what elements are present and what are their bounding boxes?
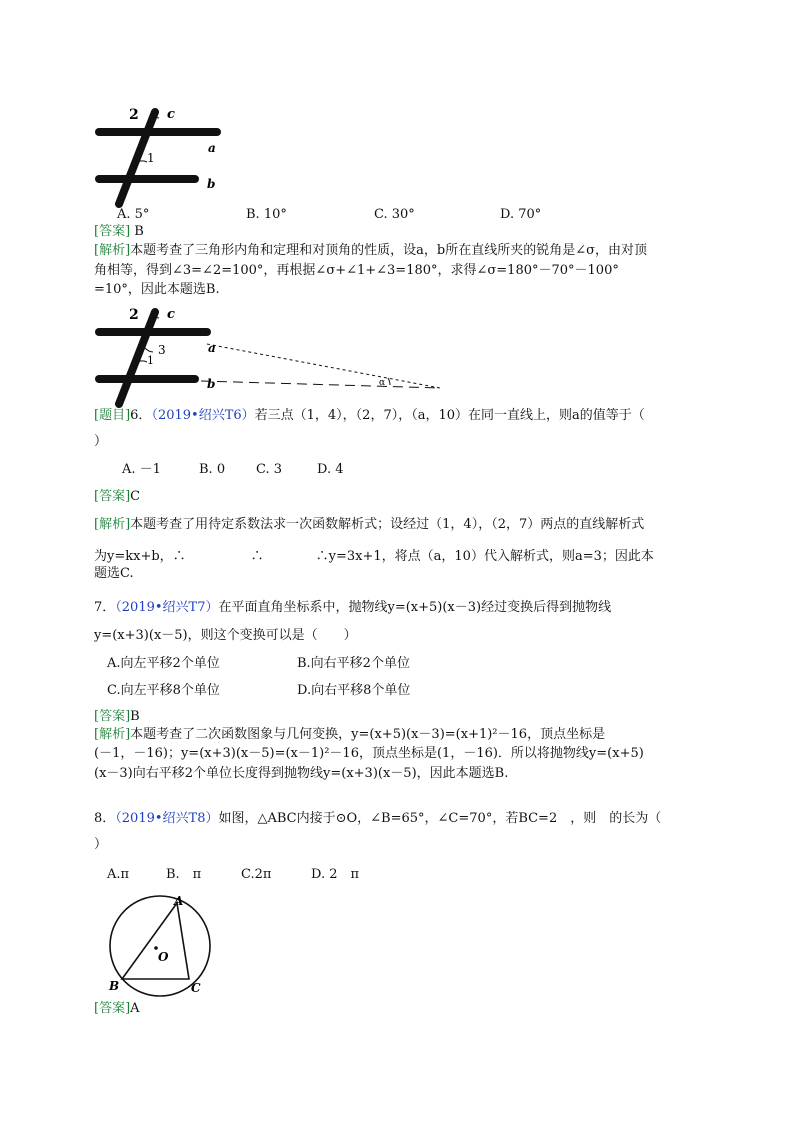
- q7-analysis-line-2: (－1，－16)；y=(x+3)(x－5)=(x－1)²－16，顶点坐标是(1，－16)．所以将抛物线y=(x+5): [94, 746, 644, 761]
- q8-label-O: O: [158, 950, 169, 964]
- q5-answer-value: B: [134, 224, 144, 239]
- q8-stem-line-1: [94, 810, 661, 828]
- q6-answer-value: C: [130, 489, 141, 504]
- q8-option-d: D. 2 π: [311, 867, 360, 882]
- q7-stem-line-1: [94, 599, 611, 617]
- q7-option-d: D.向右平移8个单位: [297, 683, 411, 698]
- q5-figure-top: [95, 104, 235, 209]
- q5-analysis-label-alpha: α: [379, 378, 386, 388]
- q5-figure-analysis: [95, 304, 450, 408]
- q7-analysis-text-1: 本题考查了二次函数图象与几何变换，y=(x+5)(x－3)=(x+1)²－16，顶点坐标是: [130, 727, 606, 742]
- q8-stem-text: 如图，△ABC内接于⊙O，∠B=65°，∠C=70°，若BC=2 ，则 的长为（: [218, 811, 662, 826]
- q7-number: 7．: [94, 600, 116, 615]
- q7-option-b: B.向右平移2个单位: [297, 656, 410, 671]
- q6-stem-line-2: ）: [94, 434, 108, 449]
- q6-title-tag: [题目]: [94, 408, 131, 423]
- q6-option-a: A. －1: [122, 462, 161, 477]
- q5-analysis-line-2: 角相等，得到∠3=∠2=100°，再根据∠σ+∠1+∠3=180°，求得∠σ=180°－70°－100°: [94, 263, 619, 278]
- q6-answer: [94, 488, 140, 506]
- q5-analysis-label-3: 3: [158, 343, 166, 357]
- q8-answer: [94, 1000, 140, 1018]
- q8-answer-value: A: [130, 1001, 140, 1016]
- q5-option-d: D. 70°: [500, 207, 542, 222]
- q5-option-b: B. 10°: [246, 207, 287, 222]
- q7-stem-line-2: y=(x+3)(x－5)，则这个变换可以是（ ）: [94, 628, 357, 643]
- q8-option-b: B. π: [166, 867, 202, 882]
- q6-analysis-line-2: 为y=kx+b，∴ ∴ ∴y=3x+1，将点（a，10）代入解析式，则a=3；因此本: [94, 549, 654, 564]
- q7-answer-tag: [答案]: [94, 709, 131, 724]
- q5-option-a: A. 5°: [117, 207, 150, 222]
- q6-option-c: C. 3: [256, 462, 283, 477]
- q5-option-c: C. 30°: [374, 207, 415, 222]
- q6-option-b: B. 0: [199, 462, 226, 477]
- q7-answer: [94, 708, 140, 726]
- q6-stem-line-1: [94, 407, 645, 425]
- q8-label-C: C: [191, 981, 201, 995]
- q7-analysis-tag: [解析]: [94, 727, 131, 742]
- q5-analysis-label-1: 1: [147, 354, 154, 367]
- q5-label-b: b: [207, 177, 216, 191]
- q5-analysis-tag: [解析]: [94, 243, 131, 258]
- q8-number: 8．: [94, 811, 116, 826]
- q6-analysis-text-1: 本题考查了用待定系数法求一次函数解析式；设经过（1，4），（2，7）两点的直线解析式: [130, 517, 645, 532]
- q5-analysis-label-a: a: [208, 341, 216, 355]
- q7-option-a: A.向左平移2个单位: [107, 656, 220, 671]
- q8-option-a: A.π: [107, 867, 130, 882]
- q6-source: （2019•绍兴T6）: [151, 408, 255, 423]
- q7-answer-value: B: [130, 709, 140, 724]
- q8-stem-line-2: ）: [94, 837, 108, 852]
- q5-label-2: 2: [129, 107, 139, 123]
- q7-option-c: C.向左平移8个单位: [107, 683, 220, 698]
- q5-label-c: c: [167, 107, 175, 122]
- q6-analysis-line-3: 题选C.: [94, 566, 134, 581]
- q8-label-B: B: [109, 979, 120, 993]
- q8-source: （2019•绍兴T8）: [115, 811, 219, 826]
- q5-answer-tag: [答案]: [94, 224, 131, 239]
- q6-stem-text: 若三点（1，4），（2，7），（a，10）在同一直线上，则a的值等于（: [254, 408, 645, 423]
- q7-analysis-line-1: [94, 726, 605, 744]
- q8-answer-tag: [答案]: [94, 1001, 131, 1016]
- q8-figure-circle: [100, 893, 220, 998]
- q6-analysis-line-1: [94, 516, 644, 534]
- q6-answer-tag: [答案]: [94, 489, 131, 504]
- q5-analysis-label-c: c: [167, 307, 175, 322]
- q5-analysis-label-2: 2: [129, 307, 139, 323]
- q7-source: （2019•绍兴T7）: [115, 600, 219, 615]
- q5-analysis-line-3: =10°，因此本题选B.: [94, 282, 220, 297]
- q5-analysis-label-b: b: [207, 377, 216, 391]
- q5-label-1: 1: [147, 151, 155, 165]
- q6-option-d: D. 4: [317, 462, 344, 477]
- q8-label-A: A: [174, 894, 184, 908]
- q7-stem-text: 在平面直角坐标系中，抛物线y=(x+5)(x－3)经过变换后得到抛物线: [218, 600, 612, 615]
- q6-number: 6．: [130, 408, 152, 423]
- q5-analysis-line-1: [94, 242, 647, 260]
- q6-analysis-tag: [解析]: [94, 517, 131, 532]
- q8-option-c: C.2π: [241, 867, 272, 882]
- q5-label-a: a: [208, 141, 216, 155]
- q7-analysis-line-3: (x－3)向右平移2个单位长度得到抛物线y=(x+3)(x－5)，因此本题选B.: [94, 766, 509, 781]
- q5-answer: [94, 223, 144, 241]
- q5-analysis-text-1: 本题考查了三角形内角和定理和对顶角的性质，设a，b所在直线所夹的锐角是∠σ，由对顶: [130, 243, 647, 258]
